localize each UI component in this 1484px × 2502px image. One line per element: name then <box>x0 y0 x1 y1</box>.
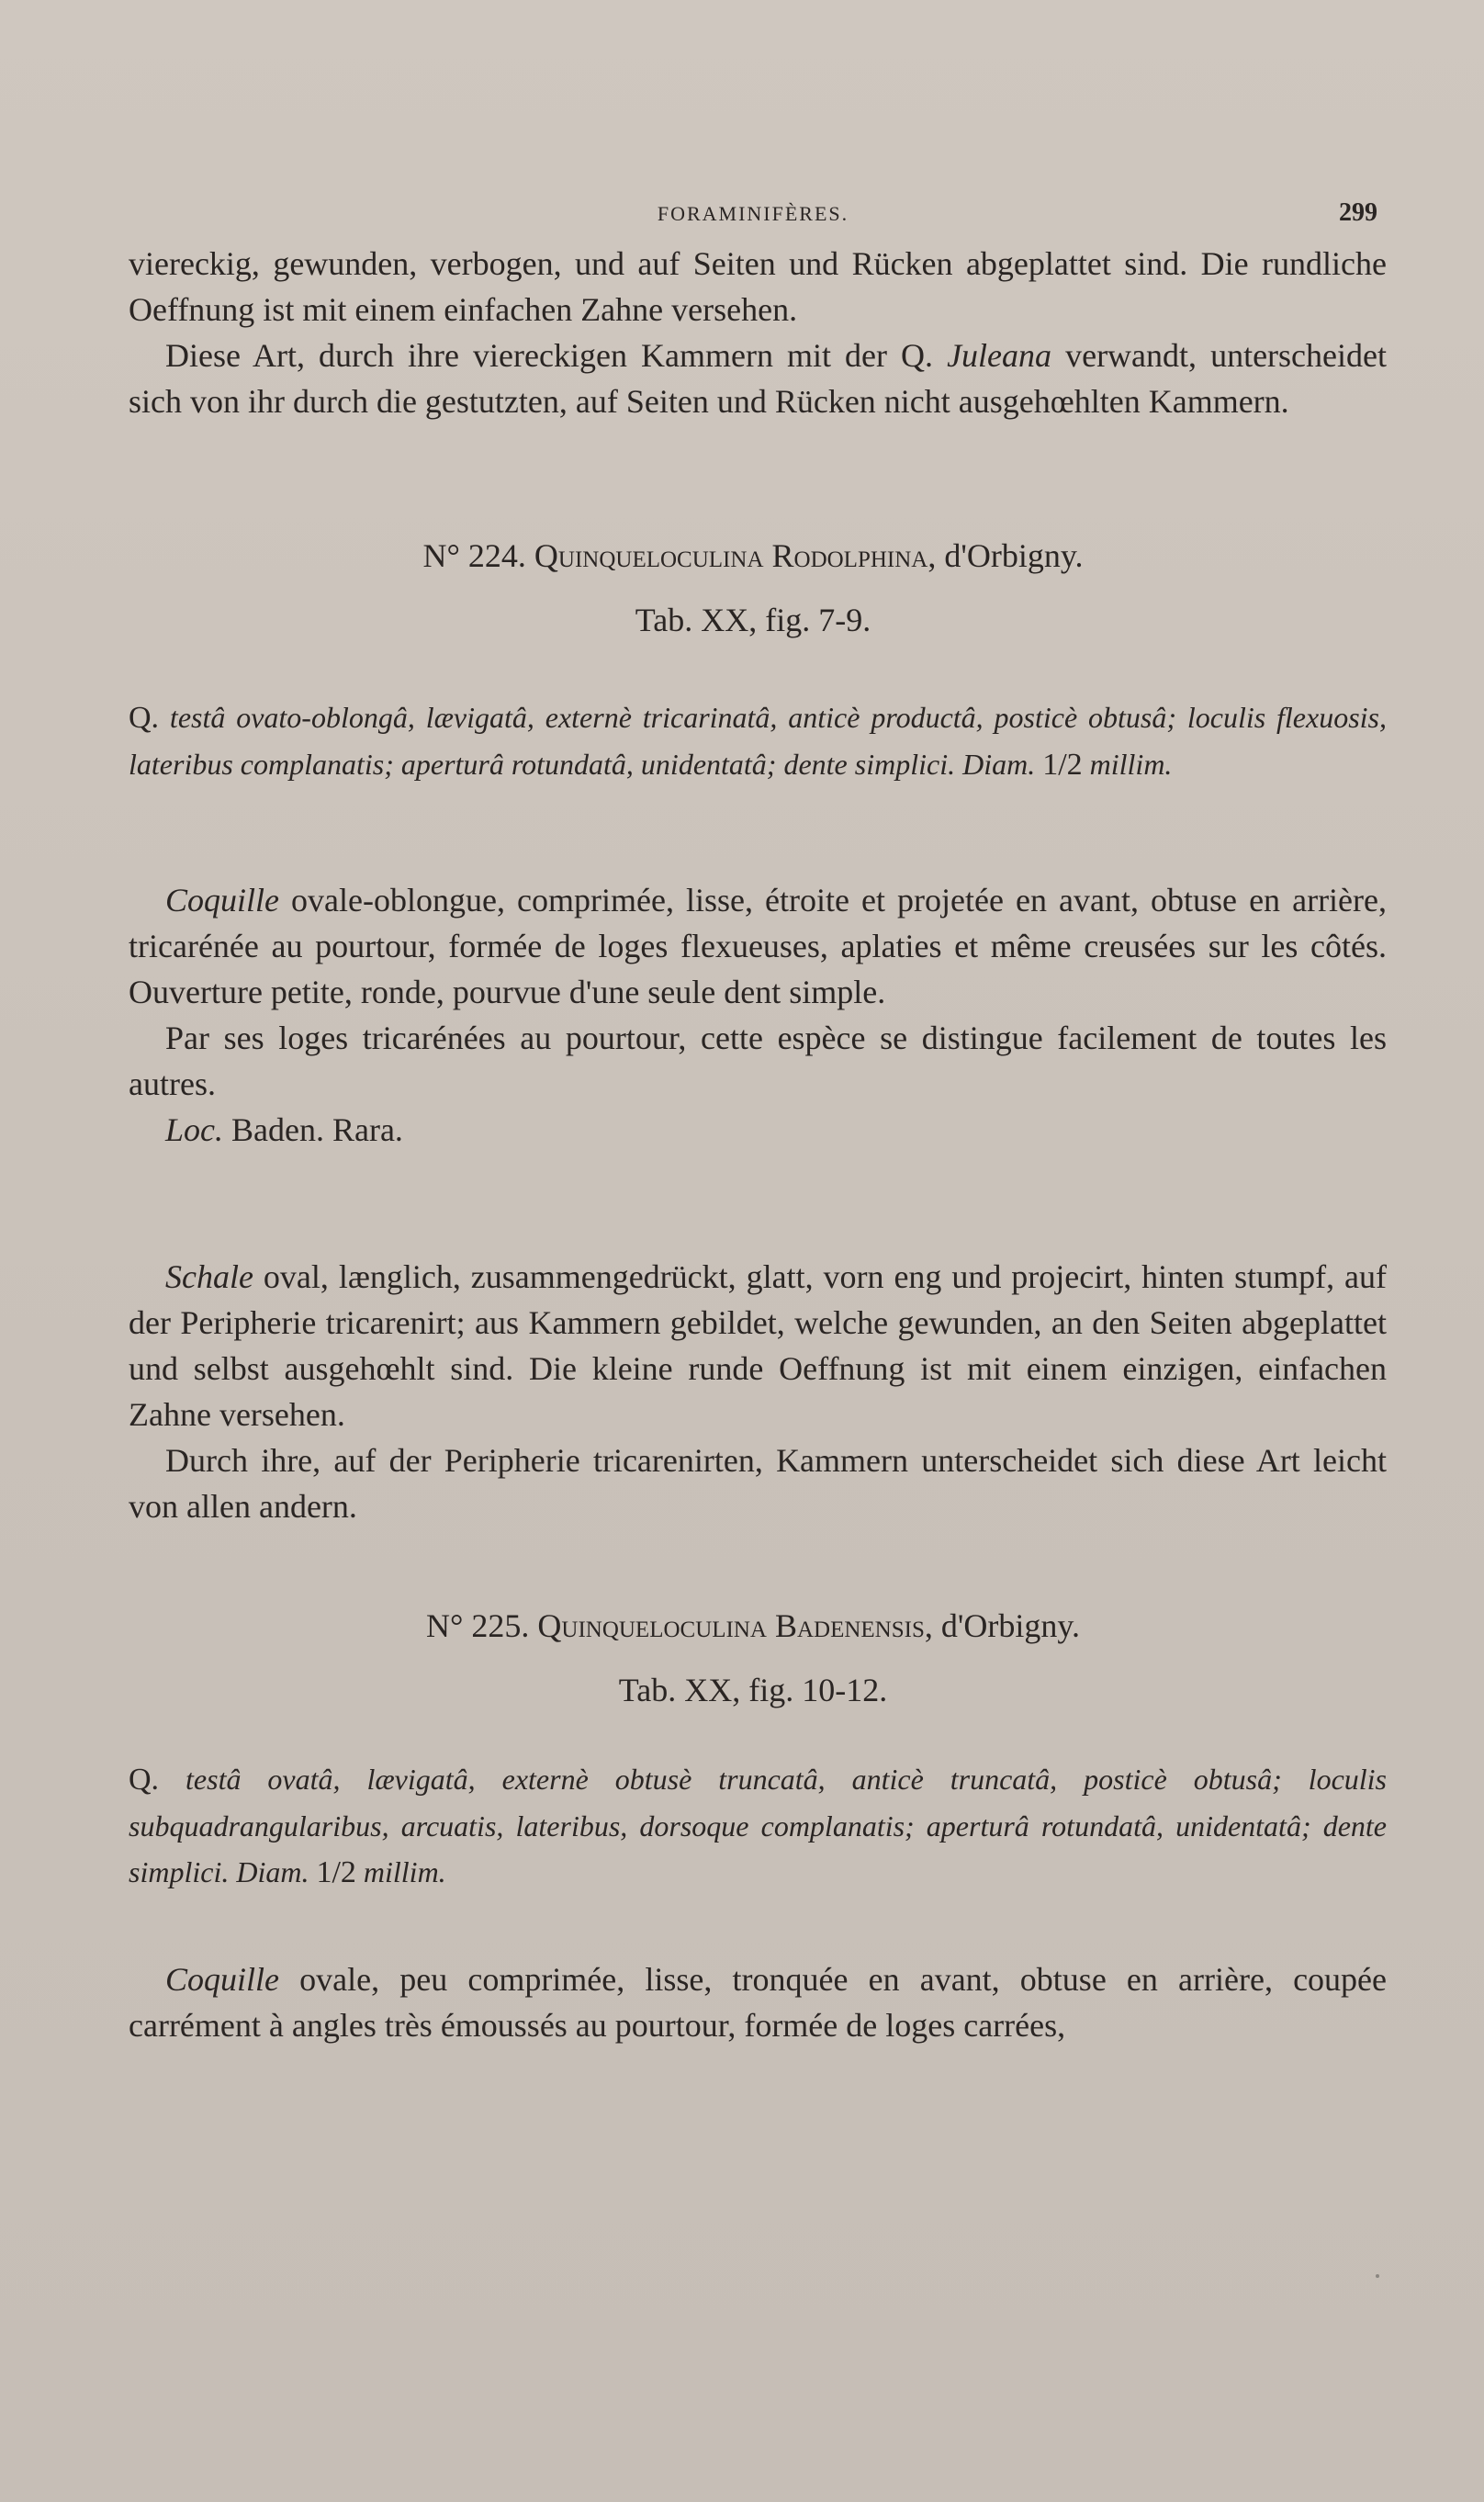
species-224-fr-paragraph-2: Par ses loges tricarénées au pourtour, cette espèce se distingue facilement de toutes les autres. <box>129 1020 1387 1102</box>
species-224-plate: Tab. XX, fig. 7-9. <box>635 602 871 638</box>
species-224-latin-prefix: Q. <box>129 701 160 735</box>
species-224-german <box>129 1254 1387 1529</box>
species-225-author: , d'Orbigny. <box>924 1607 1081 1644</box>
species-224-latin-unit: millim. <box>1089 748 1173 781</box>
intro-german <box>129 241 1387 424</box>
species-224-fr-label: Coquille <box>165 882 279 919</box>
species-224-heading <box>129 533 1377 579</box>
intro-paragraph-2 <box>129 332 1387 424</box>
species-224-latin-text: testâ ovato-oblongâ, lævigatâ, externè tricarinatâ, anticè productâ, posticè obtusâ; loculis flexuosis, lateribus complanatis; aperturâ rotundatâ, unidentatâ; dente simplici. Diam. <box>129 701 1388 781</box>
intro-paragraph-1: viereckig, gewunden, verbogen, und auf Seiten und Rücken abgeplattet sind. Die rundliche Oeffnung ist mit einem einfachen Zahne versehen. <box>129 245 1387 328</box>
species-224-fr-text-1: ovale-oblongue, comprimée, lisse, étroite et projetée en avant, obtuse en arrière, tricarénée au pourtour, formée de loges flexueuses, aplaties et même creusées sur les côtés. Ouverture petite, ronde, pourvue d'une seule dent simple. <box>129 882 1388 1010</box>
page-header <box>129 198 1377 235</box>
species-225-latin-prefix: Q. <box>129 1763 160 1797</box>
species-224-locality <box>129 1107 1387 1153</box>
running-head: FORAMINIFÈRES. <box>657 202 849 225</box>
intro-p2-species: Juleana <box>947 337 1052 374</box>
species-224-number: N° 224. <box>422 537 526 574</box>
species-225-latin-unit: millim. <box>363 1855 446 1888</box>
species-224-de-paragraph-2: Durch ihre, auf der Peripherie tricarenirten, Kammern unterscheidet sich diese Art leicht von allen andern. <box>129 1442 1387 1525</box>
species-224-de-text-1: oval, længlich, zusammengedrückt, glatt, vorn eng und projecirt, hinten stumpf, auf der Peripherie tricarenirt; aus Kammern gebildet, welche gewunden, an den Seiten abgeplattet und selbst ausgehœhlt sind. Die kleine runde Oeffnung ist mit einem einzigen, einfachen Zahne versehen. <box>129 1258 1387 1433</box>
species-225-latin-text: testâ ovatâ, lævigatâ, externè obtusè truncatâ, anticè truncatâ, posticè obtusâ; loculis subquadrangularibus, arcuatis, lateribus, dorsoque complanatis; aperturâ rotundatâ, unidentatâ; dente simplici. Diam. <box>129 1763 1388 1888</box>
species-225-fr-label: Coquille <box>165 1961 279 1998</box>
species-225-latin-paragraph <box>129 1756 1387 1896</box>
species-225-fr-text-1: ovale, peu comprimée, lisse, tronquée en avant, obtuse en arrière, coupée carrément à angles très émoussés au pourtour, formée de loges carrées, <box>129 1961 1388 2044</box>
species-224-de-paragraph-1 <box>129 1254 1387 1437</box>
species-225-species: Badenensis <box>774 1607 925 1644</box>
species-224-author: , d'Orbigny. <box>928 537 1084 574</box>
species-224-french <box>129 877 1387 1153</box>
species-224-species: Rodolphina <box>771 537 928 574</box>
species-224-latin-paragraph <box>129 694 1387 788</box>
species-224-latin <box>129 694 1387 788</box>
species-224-de-label: Schale <box>165 1258 253 1295</box>
intro-p2-start: Diese Art, durch ihre viereckigen Kammern mit der Q. <box>165 337 948 374</box>
species-224-fr-paragraph-1 <box>129 877 1387 1015</box>
species-225-latin-size: 1/2 <box>316 1855 356 1889</box>
page-number: 299 <box>1339 198 1377 227</box>
species-225-number: N° 225. <box>425 1607 530 1644</box>
species-225-french <box>129 1956 1387 2048</box>
species-225-genus: Quinqueloculina <box>537 1607 767 1644</box>
species-225-heading <box>129 1603 1377 1649</box>
intro-p2-end: verwandt, unterscheidet sich von ihr durch die gestutzten, auf Seiten und Rücken nicht ausgehœhlten Kammern. <box>129 337 1387 420</box>
species-224-loc-text: Baden. Rara. <box>231 1111 403 1148</box>
species-225-plate: Tab. XX, fig. 10-12. <box>618 1672 888 1708</box>
species-224-loc-label: Loc. <box>165 1111 223 1148</box>
species-225-fr-paragraph-1 <box>129 1956 1387 2048</box>
species-224-latin-size: 1/2 <box>1042 748 1083 782</box>
species-225-latin <box>129 1756 1387 1896</box>
paper-speck <box>1376 2274 1379 2278</box>
species-224-genus: Quinqueloculina <box>534 537 764 574</box>
